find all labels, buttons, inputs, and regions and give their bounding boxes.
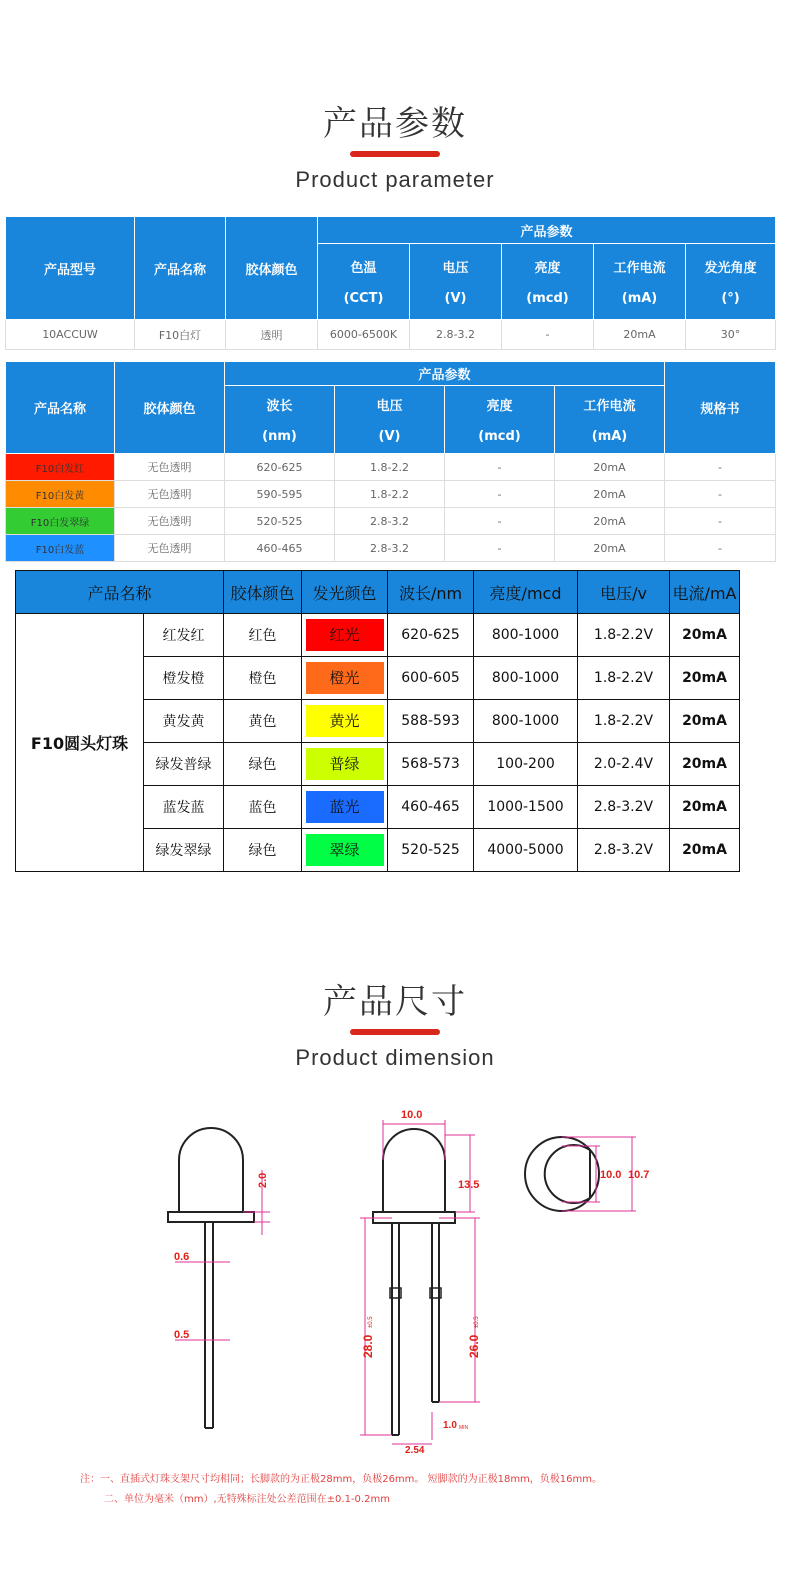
table-cell: - xyxy=(445,454,555,481)
dimension-note-2: 二、单位为毫米（mm）,无特殊标注处公差范围在±0.1-0.2mm xyxy=(104,1494,390,1505)
cell-name: 绿发翠绿 xyxy=(144,829,224,872)
cell-name: 绿发普绿 xyxy=(144,743,224,786)
header-cct: 色温 (CCT) xyxy=(318,244,410,320)
color-swatch: 普绿 xyxy=(306,748,384,780)
table-cell: - xyxy=(445,535,555,562)
table-cell: 1.8-2.2 xyxy=(335,481,445,508)
cell-angle: 30° xyxy=(686,320,776,350)
cell-emit-color xyxy=(302,786,388,829)
table-row xyxy=(6,320,776,350)
white-led-param-table xyxy=(5,216,776,350)
cell-name: 红发红 xyxy=(144,614,224,657)
table-cell: - xyxy=(665,481,776,508)
table-cell: - xyxy=(665,508,776,535)
cell-voltage: 1.8-2.2V xyxy=(578,657,670,700)
cell-voltage: 2.8-3.2 xyxy=(410,320,502,350)
cell-cct: 6000-6500K xyxy=(318,320,410,350)
dim-0-6-label: 0.6 xyxy=(174,1251,190,1263)
cell-wavelength: 620-625 xyxy=(388,614,474,657)
header-name: 产品名称 xyxy=(135,217,226,320)
header-voltage: 电压 (V) xyxy=(335,386,445,454)
dim-10-0-right-label: 10.0 xyxy=(600,1169,622,1181)
cell-current: 20mA xyxy=(670,829,740,872)
header-brightness: 亮度 (mcd) xyxy=(445,386,555,454)
table-row xyxy=(6,535,776,562)
dimension-note-1: 注：一、直插式灯珠支架尺寸均相同；长脚款的为正极28mm，负极26mm。 短脚款的为正极18mm，负极16mm。 xyxy=(80,1474,603,1485)
table-cell: - xyxy=(665,454,776,481)
cell-color: 蓝色 xyxy=(224,786,302,829)
table-row xyxy=(6,481,776,508)
cell-name: 黄发黄 xyxy=(144,700,224,743)
cell-emit-color xyxy=(302,614,388,657)
header-name: 产品名称 xyxy=(6,362,115,454)
table-cell: 20mA xyxy=(555,454,665,481)
color-swatch: 黄光 xyxy=(306,705,384,737)
cell-brightness: 100-200 xyxy=(474,743,578,786)
header-color: 胶体颜色 xyxy=(226,217,318,320)
cell-brightness: 4000-5000 xyxy=(474,829,578,872)
table-cell: 2.8-3.2 xyxy=(335,508,445,535)
header-voltage: 电压/v xyxy=(578,571,670,614)
cell-emit-color xyxy=(302,700,388,743)
section-title-cn: 产品尺寸 xyxy=(323,982,467,1022)
product-group-name: F10圆头灯珠 xyxy=(16,614,144,872)
cell-brightness: 1000-1500 xyxy=(474,786,578,829)
table-cell: 无色透明 xyxy=(115,454,225,481)
table-cell: 1.8-2.2 xyxy=(335,454,445,481)
cell-brightness: 800-1000 xyxy=(474,700,578,743)
cell-name: F10白发红 xyxy=(6,454,115,481)
header-emit-color: 发光颜色 xyxy=(302,571,388,614)
table-cell: 无色透明 xyxy=(115,508,225,535)
cell-voltage: 1.8-2.2V xyxy=(578,700,670,743)
table-cell: 2.8-3.2 xyxy=(335,535,445,562)
header-current: 工作电流 (mA) xyxy=(555,386,665,454)
color-swatch: 蓝光 xyxy=(306,791,384,823)
dim-2-54-label: 2.54 xyxy=(405,1445,425,1456)
dim-28-0-tol: ±0.5 xyxy=(368,1316,374,1328)
header-color: 胶体颜色 xyxy=(224,571,302,614)
section-title-underline xyxy=(350,1029,440,1035)
table-row xyxy=(16,614,740,657)
cell-emit-color xyxy=(302,829,388,872)
dim-1-0-sub: MIN xyxy=(459,1425,469,1431)
table-cell: - xyxy=(445,481,555,508)
header-current: 电流/mA xyxy=(670,571,740,614)
cell-name: 橙发橙 xyxy=(144,657,224,700)
cell-name: F10白灯 xyxy=(135,320,226,350)
table-cell: 20mA xyxy=(555,535,665,562)
table-cell: 590-595 xyxy=(225,481,335,508)
cell-emit-color xyxy=(302,657,388,700)
round-led-spec-table xyxy=(15,570,740,872)
cell-emit-color xyxy=(302,743,388,786)
dim-2-0-label: 2.0 xyxy=(257,1172,269,1188)
section-title-underline xyxy=(350,151,440,157)
header-brightness: 亮度 (mcd) xyxy=(502,244,594,320)
cell-current: 20mA xyxy=(670,743,740,786)
table-cell: 无色透明 xyxy=(115,481,225,508)
cell-name: F10白发黄 xyxy=(6,481,115,508)
dim-13-5-label: 13.5 xyxy=(458,1179,480,1191)
cell-current: 20mA xyxy=(670,700,740,743)
table-row xyxy=(6,508,776,535)
cell-voltage: 1.8-2.2V xyxy=(578,614,670,657)
cell-name: F10白发蓝 xyxy=(6,535,115,562)
header-name: 产品名称 xyxy=(16,571,224,614)
cell-current: 20mA xyxy=(670,786,740,829)
header-color: 胶体颜色 xyxy=(115,362,225,454)
color-swatch: 翠绿 xyxy=(306,834,384,866)
table-row xyxy=(6,454,776,481)
cell-brightness: 800-1000 xyxy=(474,657,578,700)
header-group: 产品参数 xyxy=(225,362,665,386)
dim-1-0-label: 1.0 xyxy=(443,1420,457,1431)
table-cell: - xyxy=(445,508,555,535)
section-title-cn: 产品参数 xyxy=(323,104,467,144)
header-voltage: 电压 (V) xyxy=(410,244,502,320)
dim-26-0-label: 26.0 xyxy=(467,1334,481,1358)
header-wavelength: 波长 (nm) xyxy=(225,386,335,454)
cell-wavelength: 568-573 xyxy=(388,743,474,786)
cell-voltage: 2.0-2.4V xyxy=(578,743,670,786)
cell-voltage: 2.8-3.2V xyxy=(578,786,670,829)
header-spec: 规格书 xyxy=(665,362,776,454)
table-cell: 520-525 xyxy=(225,508,335,535)
color-swatch: 橙光 xyxy=(306,662,384,694)
led-side-view xyxy=(168,1128,254,1428)
cell-brightness: - xyxy=(502,320,594,350)
led-dimension-drawing xyxy=(0,1100,790,1460)
cell-wavelength: 600-605 xyxy=(388,657,474,700)
dim-28-0-label: 28.0 xyxy=(361,1334,375,1358)
led-top-view xyxy=(525,1137,599,1211)
dim-26-0-tol: ±0.5 xyxy=(474,1316,480,1328)
header-brightness: 亮度/mcd xyxy=(474,571,578,614)
cell-color: 透明 xyxy=(226,320,318,350)
cell-wavelength: 460-465 xyxy=(388,786,474,829)
header-current: 工作电流 (mA) xyxy=(594,244,686,320)
color-swatch: 红光 xyxy=(306,619,384,651)
cell-current: 20mA xyxy=(594,320,686,350)
cell-color: 黄色 xyxy=(224,700,302,743)
cell-name: F10白发翠绿 xyxy=(6,508,115,535)
cell-wavelength: 520-525 xyxy=(388,829,474,872)
cell-current: 20mA xyxy=(670,614,740,657)
table-cell: 460-465 xyxy=(225,535,335,562)
cell-model: 10ACCUW xyxy=(6,320,135,350)
section-title-en: Product dimension xyxy=(295,1045,495,1070)
cell-color: 绿色 xyxy=(224,829,302,872)
cell-color: 红色 xyxy=(224,614,302,657)
cell-voltage: 2.8-3.2V xyxy=(578,829,670,872)
dim-10-7-label: 10.7 xyxy=(628,1169,650,1181)
header-angle: 发光角度 (°) xyxy=(686,244,776,320)
cell-current: 20mA xyxy=(670,657,740,700)
section-parameter-heading xyxy=(0,96,790,193)
table-cell: - xyxy=(665,535,776,562)
dim-10-0-top-label: 10.0 xyxy=(401,1109,423,1121)
dim-0-5-label: 0.5 xyxy=(174,1329,190,1341)
cell-color: 橙色 xyxy=(224,657,302,700)
section-title-en: Product parameter xyxy=(295,167,495,192)
table-cell: 20mA xyxy=(555,508,665,535)
table-cell: 620-625 xyxy=(225,454,335,481)
cell-brightness: 800-1000 xyxy=(474,614,578,657)
color-led-param-table xyxy=(5,361,776,562)
cell-wavelength: 588-593 xyxy=(388,700,474,743)
section-dimension-heading xyxy=(0,974,790,1071)
header-wavelength: 波长/nm xyxy=(388,571,474,614)
table-cell: 无色透明 xyxy=(115,535,225,562)
header-group: 产品参数 xyxy=(318,217,776,244)
table-cell: 20mA xyxy=(555,481,665,508)
header-model: 产品型号 xyxy=(6,217,135,320)
cell-color: 绿色 xyxy=(224,743,302,786)
led-front-view xyxy=(373,1129,455,1435)
cell-name: 蓝发蓝 xyxy=(144,786,224,829)
